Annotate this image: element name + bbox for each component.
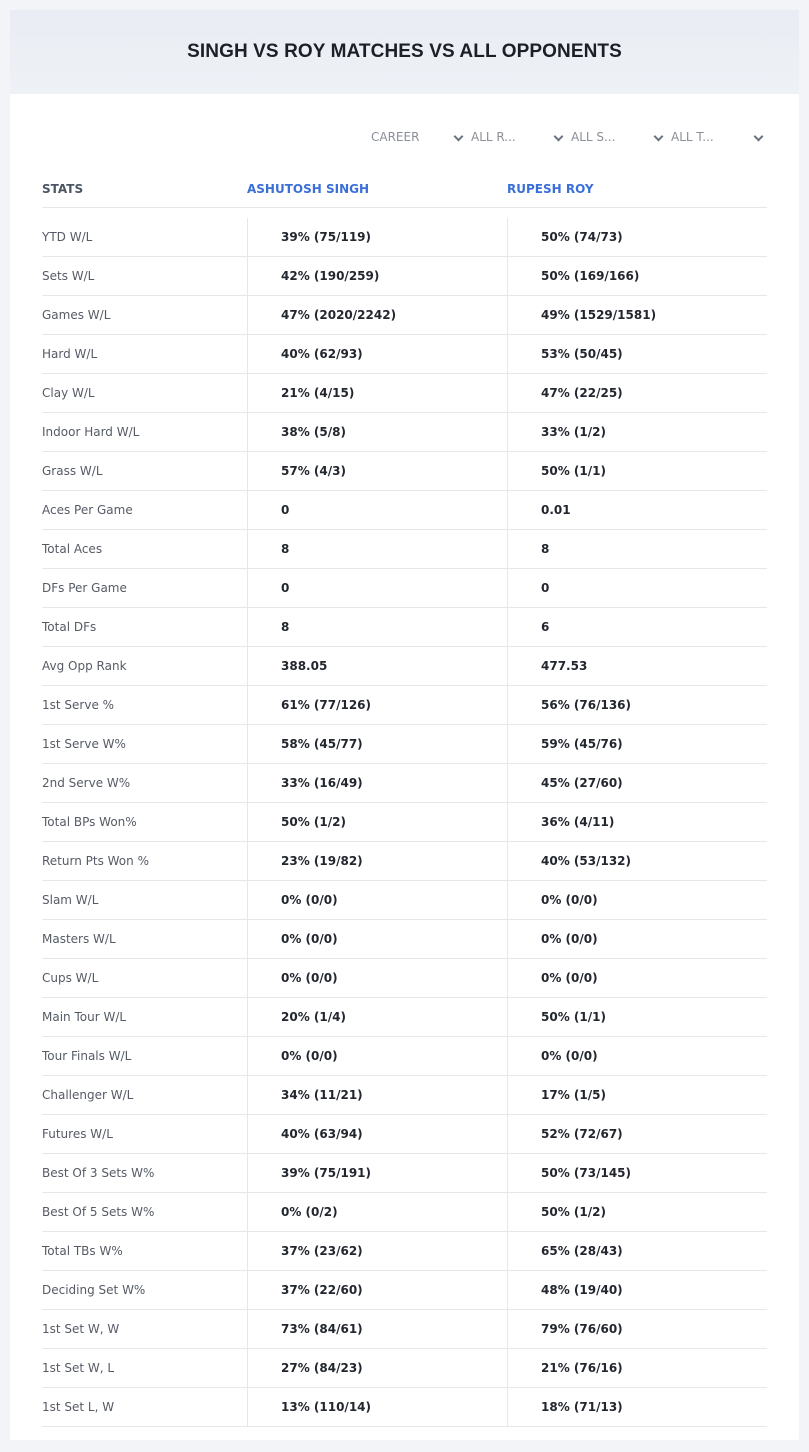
stat-label: YTD W/L [42,230,93,244]
player2-stat-value: 53% (50/45) [507,335,767,373]
chevron-down-icon [754,133,763,142]
stat-label: Avg Opp Rank [42,659,127,673]
player1-stat-value: 0 [247,491,507,529]
table-row [42,1076,767,1115]
filter-label: CAREER [371,130,420,144]
table-row [42,335,767,374]
stat-label: 1st Set W, L [42,1361,115,1375]
chevron-down-icon [454,133,463,142]
player1-stat-value: 0 [247,569,507,607]
player1-stat-value: 0% (0/0) [247,920,507,958]
player2-stat-value: 477.53 [507,647,767,685]
player1-stat-value: 39% (75/191) [247,1154,507,1192]
player1-column-header[interactable]: ASHUTOSH SINGH [247,181,370,196]
table-row [42,1115,767,1154]
player2-stat-value: 0% (0/0) [507,1037,767,1075]
stat-label: Aces Per Game [42,503,133,517]
player1-stat-value: 0% (0/0) [247,959,507,997]
stat-label: DFs Per Game [42,581,127,595]
stat-label: Total BPs Won% [42,815,137,829]
table-row [42,959,767,998]
filter-label: ALL R... [471,130,516,144]
player1-stat-value: 73% (84/61) [247,1310,507,1348]
table-row [42,452,767,491]
table-row [42,374,767,413]
stat-label: Indoor Hard W/L [42,425,140,439]
table-row [42,1310,767,1349]
stat-label: 1st Serve W% [42,737,126,751]
player1-stat-value: 33% (16/49) [247,764,507,802]
stat-label: Clay W/L [42,386,95,400]
table-row [42,530,767,569]
player1-stat-value: 38% (5/8) [247,413,507,451]
player2-stat-value: 50% (1/1) [507,998,767,1036]
player1-stat-value: 61% (77/126) [247,686,507,724]
table-spacer [42,208,767,218]
stat-label: 2nd Serve W% [42,776,131,790]
player1-stat-value: 37% (23/62) [247,1232,507,1270]
table-row [42,1388,767,1427]
player2-stat-value: 45% (27/60) [507,764,767,802]
player2-stat-value: 50% (74/73) [507,218,767,256]
filter-surface-select[interactable] [567,126,667,148]
stat-label: 1st Serve % [42,698,115,712]
player2-stat-value: 50% (169/166) [507,257,767,295]
stat-label: Deciding Set W% [42,1283,146,1297]
stat-label: Challenger W/L [42,1088,134,1102]
player2-stat-value: 79% (76/60) [507,1310,767,1348]
player1-stat-value: 27% (84/23) [247,1349,507,1387]
filter-tournament-select[interactable] [667,126,767,148]
table-row [42,218,767,257]
stat-label: Masters W/L [42,932,116,946]
table-row [42,881,767,920]
table-row [42,803,767,842]
filter-label: ALL S... [571,130,616,144]
table-row [42,842,767,881]
table-row [42,764,767,803]
player1-stat-value: 20% (1/4) [247,998,507,1036]
stat-label: Slam W/L [42,893,99,907]
player1-stat-value: 8 [247,530,507,568]
table-row [42,296,767,335]
player2-stat-value: 59% (45/76) [507,725,767,763]
stats-card [10,10,799,1440]
player1-stat-value: 0% (0/2) [247,1193,507,1231]
table-row [42,1271,767,1310]
filter-rounds-select[interactable] [467,126,567,148]
player2-stat-value: 56% (76/136) [507,686,767,724]
player1-stat-value: 40% (62/93) [247,335,507,373]
player1-stat-value: 58% (45/77) [247,725,507,763]
player2-stat-value: 8 [507,530,767,568]
table-row [42,998,767,1037]
player2-stat-value: 0% (0/0) [507,881,767,919]
stat-label: Hard W/L [42,347,98,361]
player1-stat-value: 21% (4/15) [247,374,507,412]
table-row [42,413,767,452]
player2-stat-value: 49% (1529/1581) [507,296,767,334]
player1-stat-value: 57% (4/3) [247,452,507,490]
chevron-down-icon [654,133,663,142]
stat-label: Best Of 3 Sets W% [42,1166,155,1180]
card-header [10,10,799,94]
player2-column-header[interactable]: RUPESH ROY [507,181,594,196]
table-row [42,569,767,608]
player2-stat-value: 50% (1/1) [507,452,767,490]
stat-label: Tour Finals W/L [42,1049,132,1063]
page-title: SINGH VS ROY MATCHES VS ALL OPPONENTS [187,41,622,62]
table-row [42,725,767,764]
table-row [42,647,767,686]
player1-stat-value: 0% (0/0) [247,881,507,919]
player1-stat-value: 8 [247,608,507,646]
player1-stat-value: 388.05 [247,647,507,685]
player1-stat-value: 13% (110/14) [247,1388,507,1426]
stat-label: Games W/L [42,308,111,322]
filter-period-select[interactable] [367,126,467,148]
player2-stat-value: 0% (0/0) [507,920,767,958]
player2-stat-value: 0.01 [507,491,767,529]
table-row [42,257,767,296]
player2-stat-value: 40% (53/132) [507,842,767,880]
player1-stat-value: 47% (2020/2242) [247,296,507,334]
filter-label: ALL T... [671,130,714,144]
stat-label: Futures W/L [42,1127,113,1141]
table-row [42,1037,767,1076]
stats-table [42,170,767,1427]
table-row [42,1232,767,1271]
table-row [42,491,767,530]
table-body [42,218,767,1427]
player2-stat-value: 65% (28/43) [507,1232,767,1270]
table-row [42,1349,767,1388]
stat-label: Best Of 5 Sets W% [42,1205,155,1219]
table-row [42,1154,767,1193]
stat-label: Total Aces [42,542,103,556]
stat-label: Return Pts Won % [42,854,149,868]
table-row [42,1193,767,1232]
table-header [42,170,767,208]
player1-stat-value: 23% (19/82) [247,842,507,880]
table-row [42,920,767,959]
player2-stat-value: 21% (76/16) [507,1349,767,1387]
player2-stat-value: 18% (71/13) [507,1388,767,1426]
table-row [42,686,767,725]
player2-stat-value: 48% (19/40) [507,1271,767,1309]
stat-label: 1st Set L, W [42,1400,115,1414]
player2-stat-value: 6 [507,608,767,646]
player2-stat-value: 50% (73/145) [507,1154,767,1192]
stat-label: 1st Set W, W [42,1322,120,1336]
player2-stat-value: 52% (72/67) [507,1115,767,1153]
player1-stat-value: 34% (11/21) [247,1076,507,1114]
player1-stat-value: 40% (63/94) [247,1115,507,1153]
player2-stat-value: 0 [507,569,767,607]
player2-stat-value: 33% (1/2) [507,413,767,451]
player1-stat-value: 37% (22/60) [247,1271,507,1309]
stat-label: Main Tour W/L [42,1010,127,1024]
player1-stat-value: 42% (190/259) [247,257,507,295]
stat-label: Sets W/L [42,269,95,283]
filter-bar [367,126,767,148]
stat-label: Total DFs [42,620,97,634]
player2-stat-value: 0% (0/0) [507,959,767,997]
player2-stat-value: 50% (1/2) [507,1193,767,1231]
stat-label: Grass W/L [42,464,103,478]
stats-column-header: STATS [42,181,84,196]
player2-stat-value: 36% (4/11) [507,803,767,841]
player2-stat-value: 47% (22/25) [507,374,767,412]
chevron-down-icon [554,133,563,142]
stat-label: Total TBs W% [42,1244,123,1258]
player1-stat-value: 50% (1/2) [247,803,507,841]
table-row [42,608,767,647]
stat-label: Cups W/L [42,971,99,985]
player2-stat-value: 17% (1/5) [507,1076,767,1114]
player1-stat-value: 39% (75/119) [247,218,507,256]
player1-stat-value: 0% (0/0) [247,1037,507,1075]
